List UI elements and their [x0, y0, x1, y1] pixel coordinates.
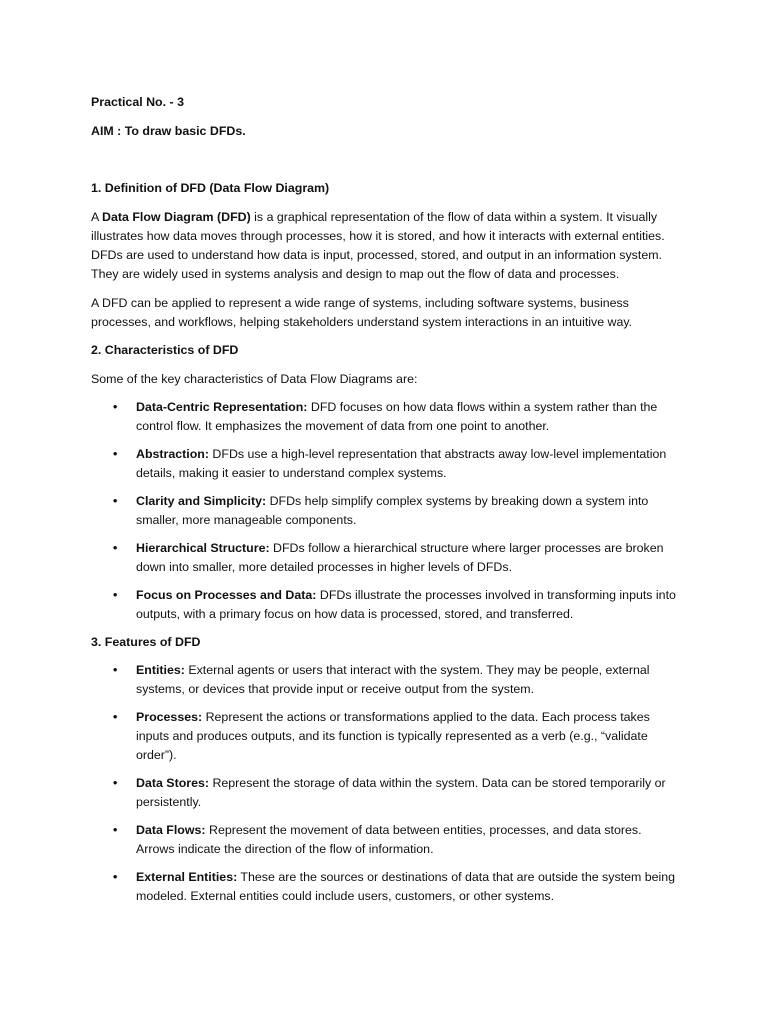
list-item: [91, 492, 680, 530]
item-term: Data Flows:: [136, 823, 206, 837]
section-heading-definition: 1. Definition of DFD (Data Flow Diagram): [91, 181, 330, 195]
characteristics-list: [91, 398, 680, 624]
item-text: DFDs use a high-level representation that abstracts away low-level implementation details, making it easier to understand complex systems.: [136, 447, 667, 480]
item-term: Data Stores:: [136, 776, 209, 790]
bullet-icon: •: [113, 870, 118, 884]
list-item: [91, 774, 680, 812]
item-term: Data-Centric Representation:: [136, 400, 308, 414]
characteristics-intro: Some of the key characteristics of Data Flow Diagrams are:: [91, 372, 418, 386]
section-heading-characteristics: 2. Characteristics of DFD: [91, 343, 239, 357]
list-item: [91, 445, 680, 483]
list-item: [91, 539, 680, 577]
section-heading-features: 3. Features of DFD: [91, 635, 201, 649]
bullet-icon: •: [113, 710, 118, 724]
item-term: Hierarchical Structure:: [136, 541, 270, 555]
item-text: DFDs help simplify complex systems by breaking down a system into smaller, more manageable components.: [136, 494, 649, 527]
bullet-icon: •: [113, 588, 118, 602]
application-paragraph: A DFD can be applied to represent a wide range of systems, including software systems, business processes, and workflows, helping stakeholders understand system interactions in an intuitive way.: [91, 296, 633, 329]
item-text: DFD focuses on how data flows within a system rather than the control flow. It emphasizes the movement of data from one point to another.: [136, 400, 658, 433]
bullet-icon: •: [113, 823, 118, 837]
aim-statement: AIM : To draw basic DFDs.: [91, 124, 246, 138]
list-item: [91, 868, 680, 906]
bullet-icon: •: [113, 494, 118, 508]
bullet-icon: •: [113, 776, 118, 790]
definition-term: Data Flow Diagram (DFD): [102, 210, 251, 224]
practical-label: Practical No. - 3: [91, 95, 184, 109]
item-term: Abstraction:: [136, 447, 209, 461]
definition-text: is a graphical representation of the flow of data within a system. It visually illustrates how data moves through processes, how it is stored, and how it interacts with external entities. DFDs are used to understand how data is input, processed, stored, and output in an information system. They are widely used in systems analysis and design to map out the flow of data and processes.: [91, 210, 665, 281]
list-item: [91, 821, 680, 859]
list-item: [91, 398, 680, 436]
item-term: Focus on Processes and Data:: [136, 588, 317, 602]
item-text: DFDs follow a hierarchical structure where larger processes are broken down into smaller, more detailed processes in higher levels of DFDs.: [136, 541, 664, 574]
bullet-icon: •: [113, 447, 118, 461]
item-term: Processes:: [136, 710, 203, 724]
item-term: Clarity and Simplicity:: [136, 494, 267, 508]
list-item: [91, 586, 680, 624]
definition-paragraph: [91, 208, 680, 284]
item-text: Represent the movement of data between entities, processes, and data stores. Arrows indicate the direction of the flow of information.: [136, 823, 642, 856]
bullet-icon: •: [113, 663, 118, 677]
list-item: [91, 661, 680, 699]
list-item: [91, 708, 680, 765]
item-term: Entities:: [136, 663, 185, 677]
features-list: [91, 661, 680, 906]
bullet-icon: •: [113, 400, 118, 414]
item-text: DFDs illustrate the processes involved in transforming inputs into outputs, with a primary focus on how data is processed, stored, and transferred.: [136, 588, 676, 621]
item-term: External Entities:: [136, 870, 238, 884]
item-text: Represent the storage of data within the system. Data can be stored temporarily or persistently.: [136, 776, 666, 809]
bullet-icon: •: [113, 541, 118, 555]
item-text: External agents or users that interact with the system. They may be people, external systems, or devices that provide input or receive output from the system.: [136, 663, 650, 696]
item-text: Represent the actions or transformations applied to the data. Each process takes inputs and produces outputs, and its function is typically represented as a verb (e.g., “validate order”).: [136, 710, 650, 762]
item-text: These are the sources or destinations of data that are outside the system being modeled. External entities could include users, customers, or other systems.: [136, 870, 676, 903]
definition-prefix: A: [91, 210, 103, 224]
